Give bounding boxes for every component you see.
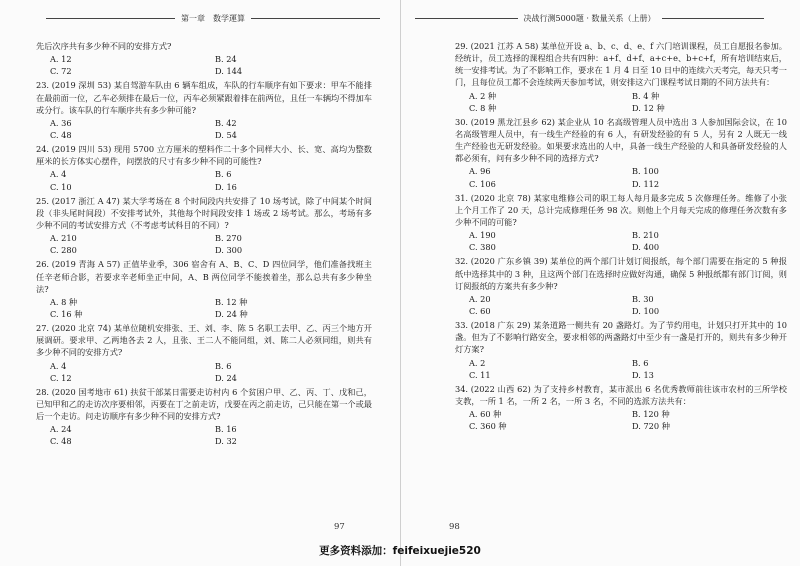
right-page-content [455, 40, 787, 434]
answer-options [36, 117, 372, 141]
option: C. 280 [50, 245, 77, 256]
option: D. 13 [632, 369, 654, 380]
option: A. 12 [50, 54, 72, 65]
option: C. 16 种 [50, 308, 83, 319]
option: C. 72 [50, 66, 72, 77]
answer-options [36, 360, 372, 384]
option: A. 24 [50, 424, 72, 435]
page-number: 97 [334, 522, 345, 532]
option: B. 30 [632, 293, 654, 304]
question-text: 29. (2021 江苏 A 58) 某单位开设 a、b、c、d、e、f 六门培训课程，员工自愿报名参加。经统计，员工选择的课程组合共有四种：a+f、d+f、a+c+e、b+c+f，所有培训结束后，统一安排考试。为了不影响工作，要求在 1 月 4 日至 10 日中的连续六天考完，每天只考一门，且每位员工都不会连续两天参加考试，则安排这六门课程考试日期的不同方法共有： [455, 41, 787, 88]
question-continuation: 先后次序共有多少种不同的安排方式? [36, 41, 172, 51]
option: D. 24 种 [215, 308, 248, 319]
left-page-content [36, 40, 372, 450]
option: C. 60 [469, 305, 491, 316]
question-text: 28. (2020 国考地市 61) 扶贫干部某日需要走访村内 6 个贫困户甲、乙、丙、丁、戊和己，已知甲和乙的走访次序要相邻，丙要在丁之前走访，戊要在丙之前走访，己只能在第一个或最后一个走访。问走访顺序有多少种不同的安排方式? [36, 386, 372, 422]
question-text: 33. (2018 广东 29) 某条道路一侧共有 20 盏路灯。为了节约用电，计划只打开其中的 10 盏。但为了不影响行路安全，要求相邻的两盏路灯中至少有一盏是打开的，则共有多少种开灯方案? [455, 320, 787, 355]
option: B. 4 种 [632, 90, 660, 101]
option: A. 60 种 [469, 409, 502, 420]
option: C. 48 [50, 129, 72, 140]
option: D. 300 [215, 245, 243, 256]
footer-banner: 更多资料添加：feifeixuejie520 [319, 545, 481, 557]
option: C. 106 [469, 178, 496, 189]
option: B. 42 [215, 117, 237, 128]
option: D. 100 [632, 305, 660, 316]
answer-options [455, 408, 787, 432]
question-text: 26. (2019 青海 A 57) 正值毕业季，306 宿舍有 A、B、C、D 四位同学，他们准备找班主任辛老师合影，若要求辛老师坐正中间，A、B 两位同学不能挨着坐，那么总共有多少种坐法? [36, 259, 372, 294]
option: D. 720 种 [632, 421, 670, 432]
header-rule [251, 18, 380, 19]
option: D. 24 [215, 372, 237, 383]
right-page [400, 0, 800, 566]
chapter-title: 第一章 数学運算 [181, 13, 245, 23]
answer-options [36, 296, 372, 320]
option: C. 11 [469, 369, 491, 380]
answer-options [36, 53, 372, 77]
option: D. 32 [215, 436, 237, 447]
option: C. 12 [50, 372, 72, 383]
option: B. 6 [215, 169, 232, 180]
right-page-header [409, 10, 770, 26]
answer-options [455, 293, 787, 317]
option: B. 100 [632, 166, 659, 177]
option: B. 210 [632, 230, 659, 241]
option: C. 360 种 [469, 421, 507, 432]
option: A. 20 [469, 293, 491, 304]
option: D. 144 [215, 66, 243, 77]
question-text: 24. (2019 四川 53) 现用 5700 立方厘米的塑料作二十多个同样大小、长、宽、高均为整数厘米的长方体实心摆件，问摆放的尺寸有多少种不同的可能性? [36, 144, 372, 167]
option: C. 48 [50, 436, 72, 447]
question-text: 30. (2019 黑龙江县乡 62) 某企业从 10 名高级管理人员中选出 3 人参加国际会议，在 10 名高级管理人员中，有一线生产经验的有 6 人，有研发经验的有 5 人，另有 2 人既无一线生产经验也无研发经验。如果要求选出的人中，具备一线生产经验的人和具备研发经验的人都必须有，问有多少种不同的选择方式? [455, 116, 787, 164]
header-rule [662, 18, 765, 19]
question-text: 31. (2020 北京 78) 某家电维修公司的职工每人每月最多完成 5 次修理任务。维修了小张上个月工作了 20 天，总计完成修理任务 98 次。则他上个月每天完成的修理任务次数有多少种不同的可能? [455, 192, 787, 227]
option: B. 6 [632, 357, 649, 368]
answer-options [36, 232, 372, 256]
book-title: 决战行测5000题 · 数量关系（上册） [523, 13, 656, 23]
option: C. 380 [469, 242, 496, 253]
option: D. 16 [215, 181, 237, 192]
option: D. 12 种 [632, 102, 665, 113]
answer-options [455, 165, 787, 189]
question-text: 27. (2020 北京 74) 某单位随机安排张、王、刘、李、陈 5 名职工去甲、乙、丙三个地方开展调研。要求甲、乙两地各去 2 人，且张、王二人不能同组，刘、陈二人必须同组，则共有多少种不同的安排方式? [36, 323, 372, 358]
question-text: 25. (2017 浙江 A 47) 某大学考场在 8 个时间段内共安排了 10 场考试，除了中间某个时间段（非头尾时间段）不安排考试外，其他每个时间段安排 1 场或 2 场考试。那么，考场有多少种不同的考试安排方式（不考虑考试科目的不同）? [36, 195, 372, 230]
option: D. 54 [215, 129, 237, 140]
option: A. 4 [50, 169, 67, 180]
option: A. 36 [50, 117, 72, 128]
question-list [455, 40, 787, 432]
question-text: 32. (2020 广东乡镇 39) 某单位的两个部门计划订阅报纸，每个部门需要在指定的 5 种报纸中选择其中的 3 种，且这两个部门在选择时应做好沟通，确保 5 种报纸都有部门订阅，则订阅报纸的方案共有多少种? [455, 256, 787, 291]
option: C. 8 种 [469, 102, 497, 113]
option: A. 8 种 [50, 296, 78, 307]
option: A. 96 [469, 166, 491, 177]
option: B. 16 [215, 424, 237, 435]
question-text: 23. (2019 深圳 53) 某自驾游车队由 6 辆车组成，车队的行车顺序有如下要求：甲车不能排在最前面一位，乙车必须排在最后一位，丙车必须紧跟着排在前两位，且任一车辆均不得加车或分行。该车队的行车顺序共有多少种可能? [36, 80, 372, 115]
option: B. 270 [215, 233, 242, 244]
option: D. 400 [632, 242, 660, 253]
answer-options [455, 229, 787, 253]
option: A. 4 [50, 360, 67, 371]
page-number: 98 [449, 522, 460, 532]
answer-options [36, 168, 372, 192]
answer-options [455, 357, 787, 381]
header-rule [415, 18, 518, 19]
option: A. 210 [50, 233, 77, 244]
left-page-header [40, 10, 386, 26]
option: B. 24 [215, 54, 237, 65]
option: A. 2 [469, 357, 486, 368]
question-list [36, 79, 372, 447]
question-text: 34. (2022 山西 62) 为了支持乡村教育，某市派出 6 名优秀教师前往该市农村的三所学校支教，一所 1 名，一所 2 名，一所 3 名，不同的选派方法共有： [455, 383, 787, 406]
option: B. 6 [215, 360, 232, 371]
option: A. 2 种 [469, 90, 497, 101]
option: B. 12 种 [215, 296, 248, 307]
answer-options [455, 90, 787, 114]
option: C. 10 [50, 181, 72, 192]
header-rule [46, 18, 175, 19]
option: D. 112 [632, 178, 660, 189]
option: A. 190 [469, 230, 496, 241]
option: B. 120 种 [632, 409, 670, 420]
answer-options [36, 423, 372, 447]
